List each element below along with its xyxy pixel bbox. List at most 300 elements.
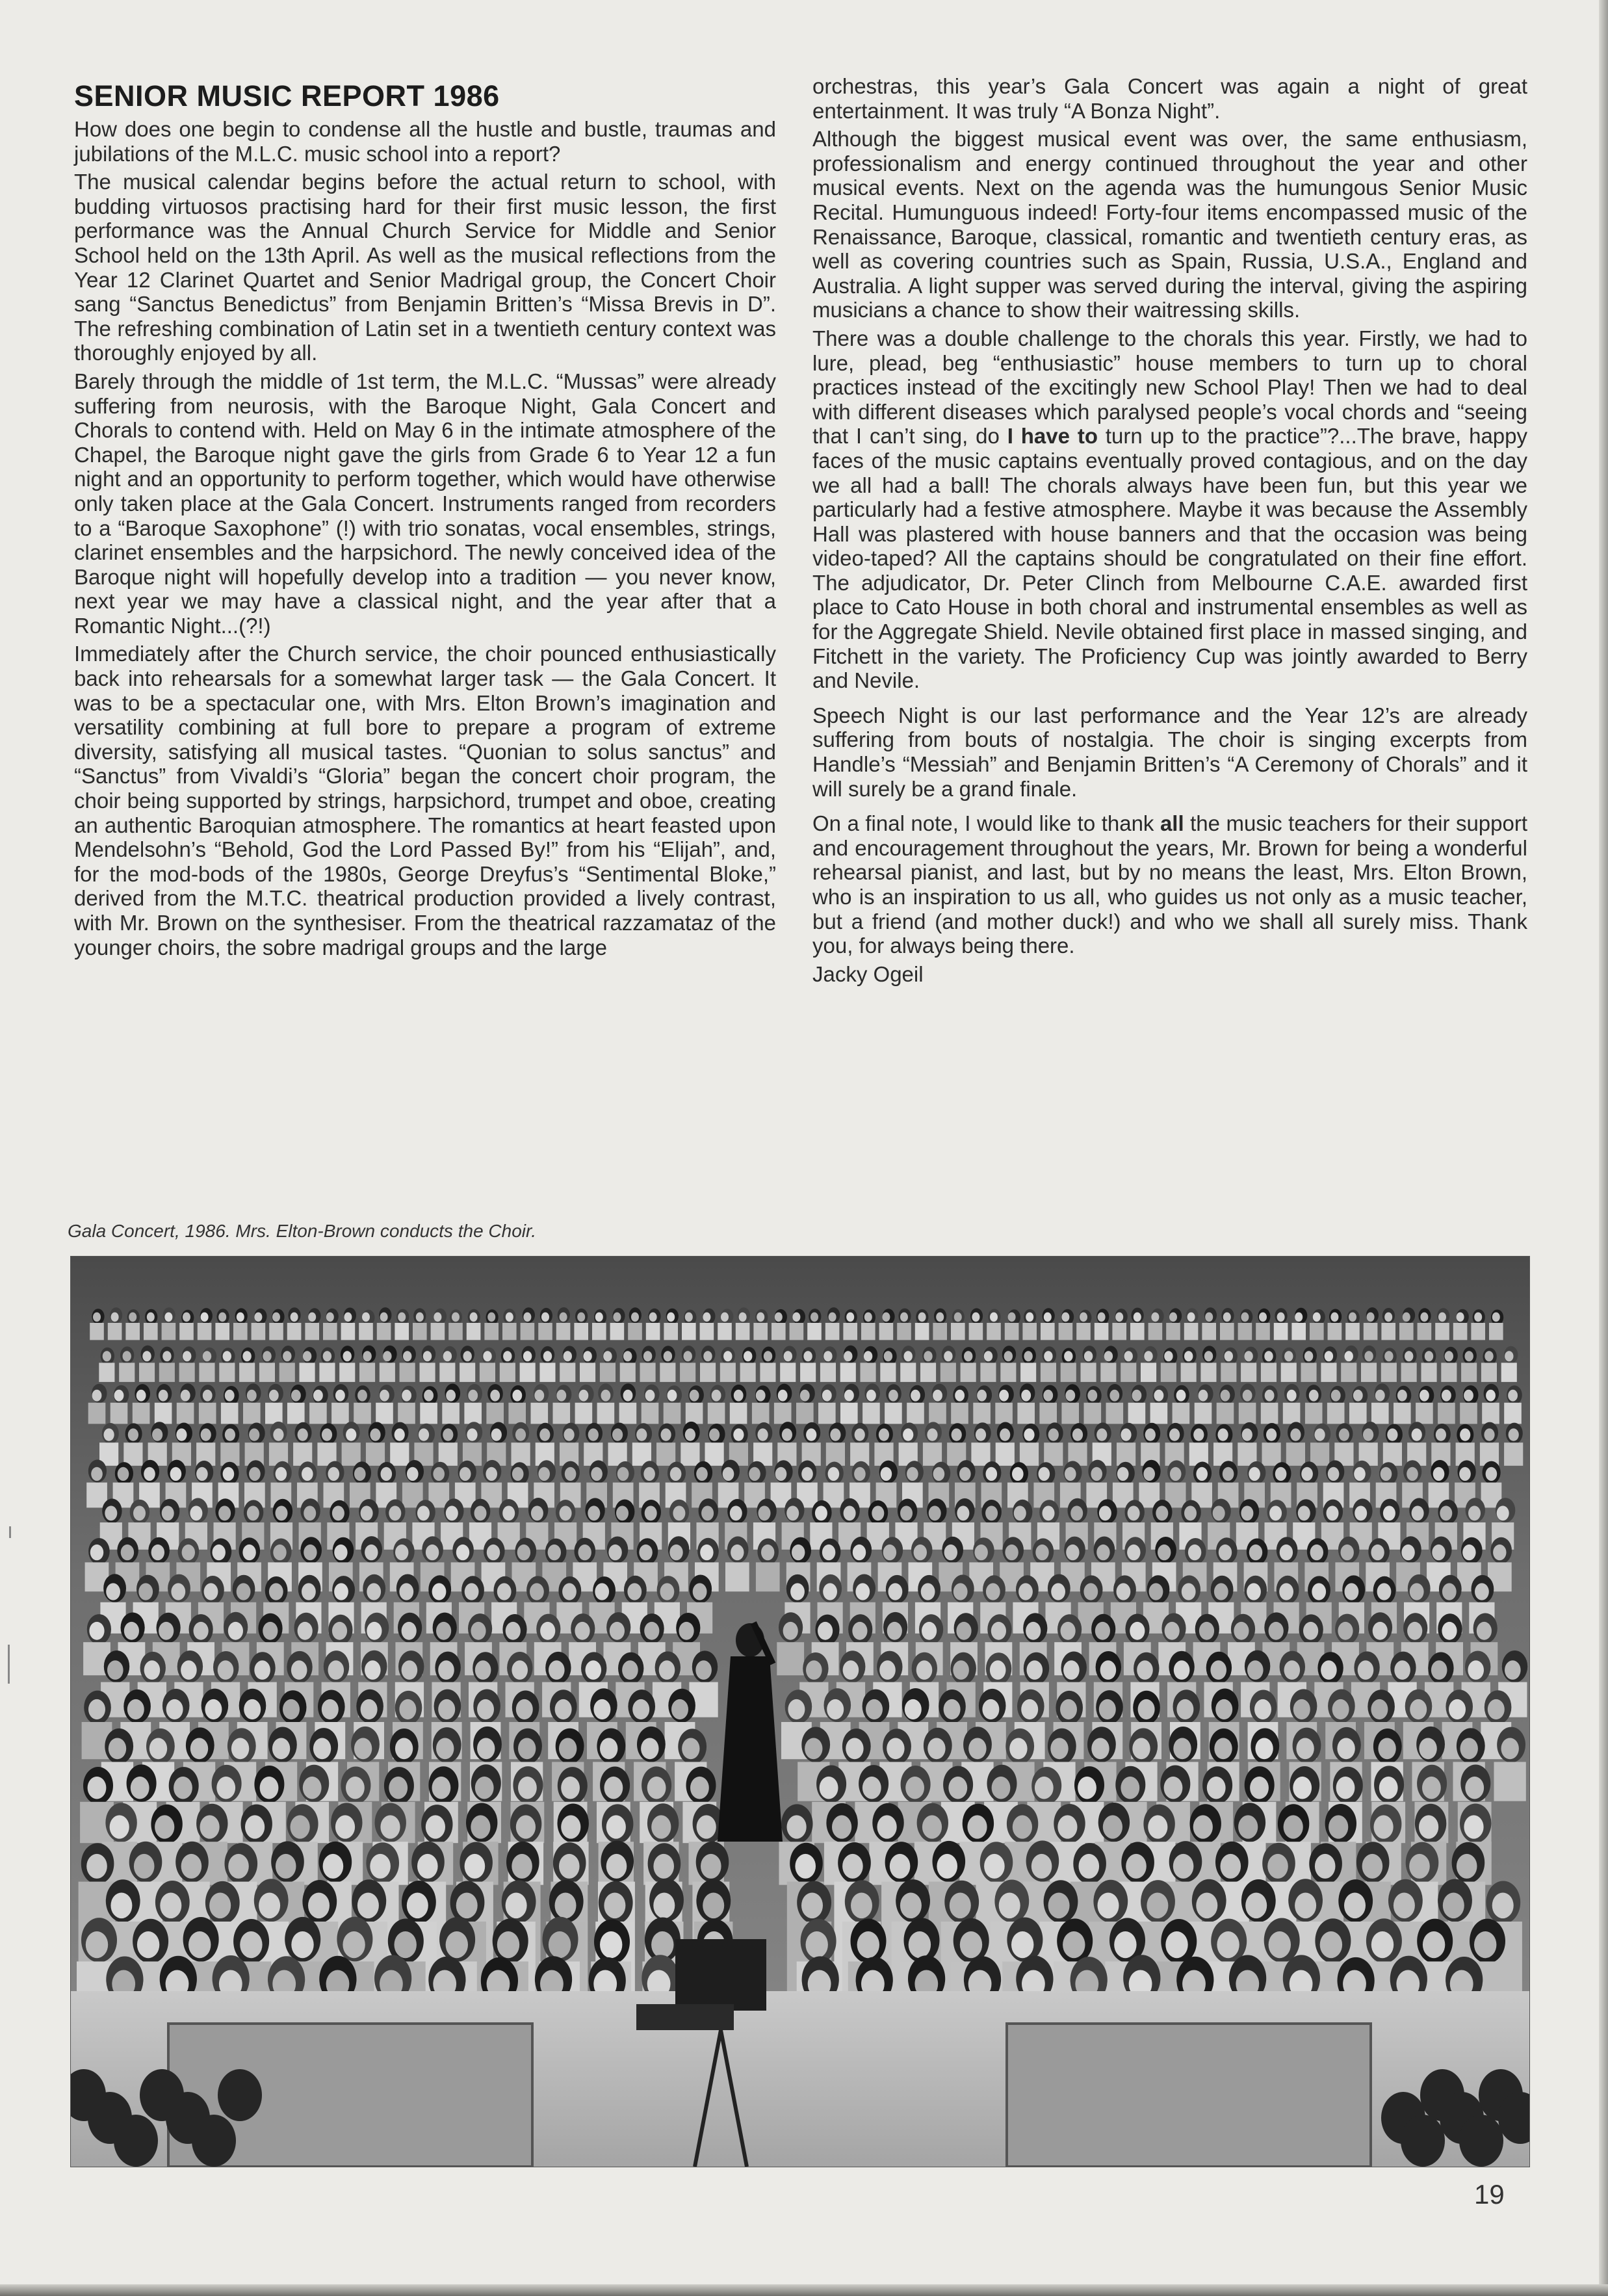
- choir-member-face: [332, 1622, 347, 1640]
- choir-member-uniform: [484, 1323, 499, 1340]
- choir-member-face: [1151, 1312, 1159, 1322]
- choir-member-uniform: [538, 1323, 552, 1340]
- choir-member-uniform: [1005, 1323, 1019, 1340]
- choir-member-uniform: [1364, 1323, 1378, 1340]
- choir-member-face: [764, 1351, 772, 1361]
- choir-member-face: [263, 1351, 271, 1361]
- choir-member-face: [291, 1390, 301, 1402]
- choir-member-face: [1449, 1699, 1466, 1719]
- choir-member-face: [1420, 1312, 1428, 1322]
- choir-member-face: [1409, 1854, 1430, 1879]
- choir-member-face: [1371, 1545, 1384, 1560]
- choir-member-face: [1126, 1854, 1147, 1879]
- choir-member-face: [1303, 1622, 1318, 1640]
- article-paragraph: Speech Night is our last performance and the Year 12’s are already suffering from bouts of nostalgia. The choir is singing excerpts from Handle’s “Messiah” and Benjamin Britten’s “A Ceremony of Chorals” and it will surely be a grand finale.: [812, 703, 1527, 801]
- choir-member-uniform: [862, 1403, 880, 1424]
- choir-member-face: [712, 1390, 721, 1402]
- choir-member-face: [1431, 1660, 1447, 1680]
- choir-member-face: [446, 1390, 456, 1402]
- choir-member-face: [395, 1738, 413, 1760]
- choir-member-uniform: [400, 1363, 415, 1382]
- choir-member-face: [506, 1893, 527, 1919]
- choir-member-face: [1164, 1351, 1173, 1361]
- choir-member-face: [1193, 1428, 1204, 1441]
- choir-member-face: [487, 1545, 500, 1560]
- choir-member-face: [759, 1506, 771, 1520]
- choir-member-uniform: [1166, 1323, 1180, 1340]
- choir-member-face: [273, 1545, 286, 1560]
- photo-caption: Gala Concert, 1986. Mrs. Elton-Brown conducts the Choir.: [68, 1221, 537, 1241]
- choir-member-face: [1412, 1506, 1424, 1520]
- choir-member-face: [549, 1660, 565, 1680]
- choir-member-face: [1127, 1545, 1140, 1560]
- choir-member-uniform: [342, 1442, 361, 1466]
- choir-member-uniform: [1328, 1323, 1342, 1340]
- choir-member-face: [612, 1428, 623, 1441]
- choir-member-face: [426, 1545, 439, 1560]
- choir-member-uniform: [162, 1323, 176, 1340]
- choir-member-face: [88, 1699, 105, 1719]
- choir-member-face: [361, 1699, 378, 1719]
- choir-member-face: [685, 1312, 693, 1322]
- choir-member-face: [1459, 1467, 1471, 1481]
- choir-member-face: [419, 1428, 429, 1441]
- choir-member-face: [627, 1583, 642, 1600]
- choir-member-face: [105, 1506, 117, 1520]
- choir-member-face: [1419, 1738, 1436, 1760]
- choir-member-face: [1443, 1893, 1464, 1919]
- choir-member-face: [964, 1351, 972, 1361]
- choir-member-face: [659, 1660, 675, 1680]
- choir-member-uniform: [139, 1363, 155, 1382]
- choir-member-face: [380, 1390, 389, 1402]
- article-paragraph: orchestras, this year’s Gala Concert was again a night of great entertainment. It was truly “A Bonza Night”.: [812, 74, 1527, 123]
- choir-member-face: [1043, 1506, 1055, 1520]
- choir-member-uniform: [1100, 1363, 1116, 1382]
- choir-member-uniform: [159, 1363, 175, 1382]
- choir-member-face: [555, 1699, 572, 1719]
- choir-member-face: [984, 1854, 1005, 1879]
- choir-member-face: [138, 1583, 153, 1600]
- choir-member-face: [1410, 1699, 1427, 1719]
- choir-member-uniform: [756, 1562, 780, 1591]
- choir-member-face: [335, 1390, 345, 1402]
- choir-member-uniform: [1327, 1403, 1345, 1424]
- choir-member-face: [828, 1467, 840, 1481]
- choir-member-uniform: [366, 1442, 385, 1466]
- choir-member-face: [1065, 1390, 1075, 1402]
- choir-member-face: [1269, 1622, 1284, 1640]
- choir-member-face: [1344, 1893, 1366, 1919]
- choir-member-face: [1031, 1854, 1052, 1879]
- choir-member-face: [365, 1545, 378, 1560]
- choir-member-face: [595, 1312, 603, 1322]
- choir-member-face: [701, 1854, 721, 1879]
- choir-member-face: [1364, 1351, 1373, 1361]
- choir-member-face: [1169, 1428, 1180, 1441]
- choir-member-face: [1137, 1660, 1153, 1680]
- choir-member-uniform: [1494, 1762, 1526, 1801]
- margin-mark: [9, 1526, 11, 1538]
- choir-member-uniform: [1482, 1403, 1499, 1424]
- choir-member-uniform: [199, 1403, 216, 1424]
- choir-member-face: [887, 1622, 902, 1640]
- audience-head: [114, 2115, 158, 2167]
- choir-member-face: [452, 1312, 460, 1322]
- choir-member-face: [749, 1467, 760, 1481]
- choir-member-face: [914, 1545, 927, 1560]
- choir-member-uniform: [705, 1442, 724, 1466]
- choir-member-uniform: [774, 1403, 792, 1424]
- choir-member-face: [144, 1467, 155, 1481]
- choir-member-face: [1394, 1660, 1410, 1680]
- choir-member-uniform: [125, 1323, 140, 1340]
- choir-member-face: [1100, 1660, 1117, 1680]
- choir-member-face: [1130, 1622, 1145, 1640]
- choir-member-uniform: [1281, 1363, 1297, 1382]
- choir-member-face: [460, 1467, 471, 1481]
- choir-member-face: [1462, 1545, 1475, 1560]
- choir-member-face: [783, 1622, 798, 1640]
- choir-member-face: [540, 1622, 555, 1640]
- choir-member-face: [1345, 1351, 1353, 1361]
- choir-member-face: [862, 1777, 881, 1799]
- choir-member-face: [1176, 1390, 1186, 1402]
- choir-member-face: [1104, 1351, 1113, 1361]
- choir-member-uniform: [1220, 1323, 1234, 1340]
- choir-member-face: [1024, 1351, 1032, 1361]
- choir-member-face: [1138, 1699, 1155, 1719]
- choir-member-face: [775, 1467, 787, 1481]
- choir-member-uniform: [1217, 1403, 1234, 1424]
- choir-member-face: [999, 1893, 1020, 1919]
- choir-member-face: [194, 1622, 209, 1640]
- choir-member-uniform: [574, 1323, 588, 1340]
- choir-member-face: [578, 1545, 591, 1560]
- choir-member-face: [1332, 1699, 1349, 1719]
- choir-member-face: [921, 1583, 935, 1600]
- choir-member-face: [147, 1312, 155, 1322]
- choir-member-face: [407, 1893, 428, 1919]
- choir-member-face: [651, 1815, 671, 1838]
- choir-member-face: [900, 1312, 908, 1322]
- choir-photo: [70, 1256, 1530, 2167]
- choir-member-face: [399, 1583, 413, 1600]
- choir-member-face: [432, 1777, 451, 1799]
- choir-member-uniform: [951, 1403, 968, 1424]
- article-paragraph: Barely through the middle of 1st term, the M.L.C. “Mussas” were already suffering from neurosis, with the Baroque Night, Gala Concert and Chorals to contend with. Held on May 6 in the intimate atmosphere of the Chapel, the Baroque night gave the girls from Grade 6 to Year 12 a fun night and an opportunity to perform together, which would have otherwise only taken place at the Gala Concert. Instruments ranged from recorders to a “Baroque Saxophone” (!) with trio sonatas, vocal ensembles, strings, clarinet ensembles and the harpsichord. The newly conceived idea of the Baroque night will hopefully develop into a tradition — you never know, next year we may have a classical night, and the year after that a Romantic Night...(?!): [74, 369, 776, 638]
- choir-member-uniform: [1061, 1363, 1076, 1382]
- choir-member-face: [1173, 1854, 1194, 1879]
- choir-member-face: [1363, 1428, 1373, 1441]
- choir-member-face: [562, 1583, 577, 1600]
- choir-member-face: [367, 1583, 381, 1600]
- choir-member-face: [1218, 1428, 1228, 1441]
- choir-member-face: [909, 1931, 931, 1958]
- choir-member-uniform: [1130, 1323, 1145, 1340]
- choir-member-face: [549, 1931, 571, 1958]
- choir-member-face: [830, 1428, 840, 1441]
- choir-member-face: [1187, 1312, 1195, 1322]
- choir-member-face: [1423, 1931, 1445, 1958]
- choir-member-face: [1474, 1931, 1496, 1958]
- choir-member-face: [952, 1428, 962, 1441]
- choir-member-face: [416, 1312, 424, 1322]
- choir-member-face: [516, 1699, 533, 1719]
- choir-member-face: [1087, 1390, 1097, 1402]
- choir-member-face: [118, 1467, 129, 1481]
- choir-member-face: [1128, 1506, 1140, 1520]
- choir-member-uniform: [915, 1323, 929, 1340]
- choir-member-uniform: [1195, 1403, 1212, 1424]
- choir-member-face: [905, 1777, 924, 1799]
- choir-member-face: [334, 1545, 347, 1560]
- choir-member-face: [1497, 1506, 1509, 1520]
- choir-member-uniform: [359, 1323, 373, 1340]
- choir-member-uniform: [897, 1323, 911, 1340]
- choir-member-face: [591, 1467, 603, 1481]
- choir-member-uniform: [1345, 1323, 1360, 1340]
- choir-member-uniform: [940, 1363, 956, 1382]
- choir-member-face: [164, 1312, 172, 1322]
- choir-member-face: [1199, 1622, 1214, 1640]
- choir-member-face: [583, 1351, 591, 1361]
- choir-member-face: [436, 1738, 454, 1760]
- choir-member-uniform: [442, 1403, 460, 1424]
- choir-member-face: [668, 1390, 677, 1402]
- choir-member-face: [1433, 1467, 1445, 1481]
- choir-member-face: [1407, 1622, 1422, 1640]
- choir-member-face: [679, 1622, 694, 1640]
- choir-member-uniform: [1039, 1403, 1057, 1424]
- choir-member-face: [787, 1815, 807, 1838]
- choir-member-face: [1044, 1351, 1052, 1361]
- choir-member-face: [523, 1351, 532, 1361]
- choir-member-face: [1378, 1738, 1395, 1760]
- choir-member-face: [223, 1467, 235, 1481]
- choir-member-face: [1295, 1312, 1303, 1322]
- choir-member-face: [538, 1467, 550, 1481]
- choir-member-uniform: [1438, 1403, 1455, 1424]
- choir-member-face: [159, 1622, 174, 1640]
- choir-member-uniform: [377, 1323, 391, 1340]
- choir-member-face: [1070, 1506, 1083, 1520]
- choir-member-face: [790, 1583, 805, 1600]
- choir-member-uniform: [1084, 1403, 1102, 1424]
- choir-member-face: [86, 1854, 107, 1879]
- choir-member-uniform: [996, 1442, 1015, 1466]
- choir-member-face: [1407, 1467, 1418, 1481]
- choir-member-uniform: [1504, 1403, 1522, 1424]
- choir-member-uniform: [215, 1323, 229, 1340]
- choir-member-uniform: [233, 1323, 248, 1340]
- choir-member-face: [1465, 1777, 1484, 1799]
- choir-member-face: [1412, 1428, 1422, 1441]
- choir-member-uniform: [740, 1363, 756, 1382]
- choir-member-uniform: [1274, 1323, 1288, 1340]
- choir-member-face: [832, 1815, 851, 1838]
- choir-member-face: [503, 1351, 512, 1361]
- choir-member-face: [907, 1467, 918, 1481]
- choir-member-face: [890, 1854, 911, 1879]
- article-paragraph: [812, 811, 1527, 958]
- choir-member-face: [402, 1660, 418, 1680]
- choir-member-uniform: [88, 1403, 106, 1424]
- choir-member-uniform: [971, 1442, 990, 1466]
- choir-member-face: [389, 1506, 401, 1520]
- choir-member-face: [362, 1312, 370, 1322]
- choir-member-face: [806, 1428, 816, 1441]
- choir-member-face: [398, 1312, 406, 1322]
- choir-member-uniform: [1349, 1403, 1367, 1424]
- choir-member-face: [1064, 1351, 1072, 1361]
- choir-member-face: [201, 1312, 209, 1322]
- choir-member-face: [1013, 1815, 1032, 1838]
- choir-member-face: [992, 1777, 1011, 1799]
- choir-member-face: [823, 1351, 832, 1361]
- choir-member-face: [124, 1622, 139, 1640]
- choir-member-uniform: [1041, 1323, 1055, 1340]
- choir-member-uniform: [718, 1323, 732, 1340]
- choir-member-face: [203, 1351, 211, 1361]
- choir-member-face: [291, 1660, 307, 1680]
- choir-member-face: [1438, 1312, 1446, 1322]
- choir-member-uniform: [664, 1403, 681, 1424]
- choir-member-face: [944, 1351, 952, 1361]
- choir-member-face: [259, 1893, 280, 1919]
- choir-member-face: [984, 1351, 992, 1361]
- choir-member-face: [623, 1351, 632, 1361]
- choir-member-face: [247, 1506, 259, 1520]
- choir-member-face: [953, 1660, 969, 1680]
- choir-member-face: [260, 1777, 279, 1799]
- choir-member-face: [543, 1351, 552, 1361]
- choir-member-face: [1145, 1428, 1156, 1441]
- choir-member-face: [1143, 1467, 1155, 1481]
- choir-member-face: [407, 1467, 419, 1481]
- choir-member-face: [733, 1428, 744, 1441]
- choir-member-face: [991, 1622, 1006, 1640]
- choir-member-face: [1214, 1738, 1232, 1760]
- choir-member-face: [302, 1583, 316, 1600]
- choir-member-face: [155, 1815, 174, 1838]
- choir-member-face: [1005, 1545, 1018, 1560]
- choir-member-face: [1486, 1390, 1496, 1402]
- choir-member-face: [1330, 1312, 1338, 1322]
- choir-member-uniform: [123, 1442, 142, 1466]
- choir-member-uniform: [1416, 1403, 1433, 1424]
- choir-member-face: [1083, 1583, 1098, 1600]
- choir-member-face: [104, 1428, 114, 1441]
- choir-member-face: [613, 1312, 621, 1322]
- choir-member-face: [844, 1506, 856, 1520]
- choir-member-uniform: [431, 1323, 445, 1340]
- choir-member-face: [291, 1312, 298, 1322]
- choir-member-face: [703, 1893, 724, 1919]
- choir-member-face: [436, 1622, 451, 1640]
- choir-member-face: [670, 1467, 682, 1481]
- choir-member-uniform: [553, 1403, 571, 1424]
- choir-member-face: [162, 1506, 174, 1520]
- choir-member-face: [518, 1738, 536, 1760]
- choir-member-face: [864, 1312, 872, 1322]
- choir-member-face: [604, 1893, 625, 1919]
- choir-member-face: [555, 1893, 577, 1919]
- choir-member-face: [477, 1699, 494, 1719]
- choir-member-uniform: [531, 1403, 549, 1424]
- article-paragraph: The musical calendar begins before the actual return to school, with budding virtuosos practising hard for their first music lesson, the first performance was the Annual Church Service for Middle and Senior School held on the 13th April. As well as the musical reflections from the Year 12 Clarinet Quartet and Senior Madrigal group, the Concert Choir sang “Sanctus Benedictus” from Benjamin Britten’s “Missa Brevis in D”. The refreshing combination of Latin set in a twentieth century context was thoroughly enjoyed by all.: [74, 170, 776, 365]
- choir-member-face: [700, 1545, 713, 1560]
- choir-member-face: [1024, 1428, 1034, 1441]
- choir-member-face: [1109, 1390, 1119, 1402]
- choir-member-uniform: [198, 1323, 212, 1340]
- choir-member-uniform: [331, 1403, 349, 1424]
- choir-member-uniform: [861, 1363, 876, 1382]
- choir-member-uniform: [790, 1323, 804, 1340]
- choir-member-face: [1371, 1931, 1394, 1958]
- choir-member-face: [575, 1622, 590, 1640]
- choir-member-face: [1315, 1854, 1336, 1879]
- choir-member-face: [1315, 1428, 1325, 1441]
- choir-member-uniform: [413, 1323, 427, 1340]
- choir-member-face: [1474, 1312, 1482, 1322]
- choir-member-uniform: [319, 1363, 335, 1382]
- paragraph-text: There was a double challenge to the chorals this year. Firstly, we had to lure, plead, beg “enthusiastic” house members to turn up to choral practices instead of the excitingly new School Play! Then we had to deal with different diseases which paralysed people’s vocal chords and “seeing that I can’t sing, do: [812, 326, 1527, 449]
- choir-member-uniform: [1200, 1363, 1216, 1382]
- choir-member-uniform: [642, 1403, 659, 1424]
- choir-member-face: [1442, 1583, 1457, 1600]
- choir-member-uniform: [1394, 1403, 1411, 1424]
- choir-member-face: [673, 1506, 685, 1520]
- choir-member-face: [709, 1428, 720, 1441]
- choir-member-face: [506, 1622, 521, 1640]
- choir-member-uniform: [1460, 1403, 1477, 1424]
- choir-member-uniform: [825, 1323, 840, 1340]
- choir-member-face: [334, 1583, 348, 1600]
- choir-member-uniform: [1401, 1363, 1417, 1382]
- choir-member-face: [1505, 1351, 1513, 1361]
- choir-member-face: [577, 1312, 585, 1322]
- choir-member-face: [354, 1738, 372, 1760]
- choir-member-face: [272, 1312, 280, 1322]
- podium: [636, 2004, 734, 2030]
- choir-member-uniform: [681, 1442, 699, 1466]
- choir-member-uniform: [720, 1363, 736, 1382]
- choir-member-face: [1460, 1738, 1478, 1760]
- choir-member-face: [1341, 1545, 1354, 1560]
- choir-member-uniform: [1061, 1403, 1079, 1424]
- choir-member-face: [313, 1738, 331, 1760]
- choir-member-face: [661, 1428, 671, 1441]
- choir-member-face: [456, 1893, 478, 1919]
- choir-member-face: [1394, 1893, 1415, 1919]
- choir-member-uniform: [1261, 1403, 1278, 1424]
- choir-member-face: [1287, 1390, 1297, 1402]
- choir-member-face: [1327, 1506, 1339, 1520]
- choir-member-face: [269, 1390, 279, 1402]
- choir-member-face: [1214, 1583, 1228, 1600]
- choir-member-uniform: [287, 1323, 302, 1340]
- choir-member-face: [213, 1545, 226, 1560]
- choir-member-face: [800, 1390, 810, 1402]
- choir-member-face: [106, 1583, 120, 1600]
- choir-member-face: [1290, 1428, 1301, 1441]
- choir-member-face: [201, 1428, 211, 1441]
- choir-member-face: [1505, 1660, 1521, 1680]
- choir-member-face: [176, 1428, 187, 1441]
- choir-member-face: [1358, 1660, 1374, 1680]
- choir-member-face: [107, 1660, 123, 1680]
